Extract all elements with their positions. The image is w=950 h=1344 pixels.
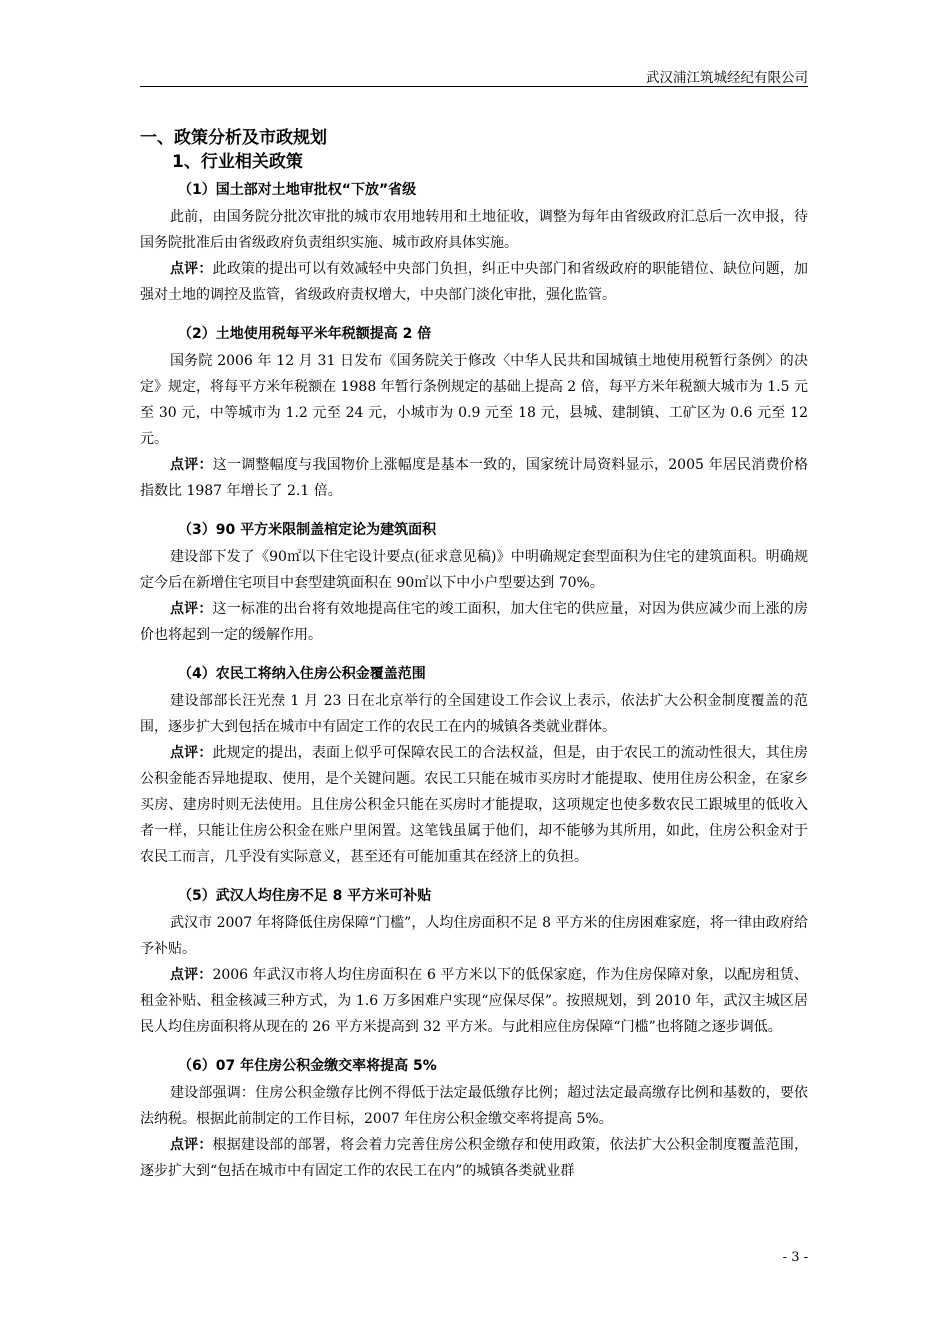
comment-text: 2006 年武汉市将人均住房面积在 6 平方米以下的低保家庭，作为住房保障对象，以配房租赁、租金补贴、租金核减三种方式，为 1.6 万多困难户实现“应保尽保”。按照规划，到 2010 年，武汉主城区居民人均住房面积将从现在的 26 平方米提高到 32 平方米。与此相应住房保障“门槛”也将随之逐步调低。 (140, 967, 809, 1035)
policy-section-5 (140, 884, 808, 1040)
comment-label: 点评： (170, 745, 213, 761)
policy-body: 武汉市 2007 年将降低住房保障“门槛”，人均住房面积不足 8 平方米的住房困难家庭，将一律由政府给予补贴。 (140, 915, 808, 957)
section-heading: 1、行业相关政策 (172, 152, 303, 172)
policy-comment (140, 256, 808, 308)
policy-body: 此前，由国务院分批次审批的城市农用地转用和土地征收，调整为每年由省级政府汇总后一次申报，待国务院批准后由省级政府负责组织实施、城市政府具体实施。 (140, 209, 808, 251)
policy-title: （6）07 年住房公积金缴交率将提高 5% (178, 1058, 437, 1074)
policy-body: 建设部下发了《90㎡以下住宅设计要点(征求意见稿)》中明确规定套型面积为住宅的建筑面积。明确规定今后在新增住宅项目中套型建筑面积在 90㎡以下中小户型要达到 70%。 (140, 549, 808, 591)
policy-body: 建设部部长汪光焘 1 月 23 日在北京举行的全国建设工作会议上表示，依法扩大公积金制度覆盖的范围，逐步扩大到包括在城市中有固定工作的农民工在内的城镇各类就业群体。 (140, 693, 808, 735)
page-number: - 3 - (782, 1250, 808, 1265)
policy-section-3 (140, 518, 808, 648)
comment-text: 此政策的提出可以有效减轻中央部门负担，纠正中央部门和省级政府的职能错位、缺位问题，加强对土地的调控及监管，省级政府责权增大，中央部门淡化审批，强化监管。 (140, 261, 808, 303)
policy-comment (140, 596, 808, 648)
policy-title: （5）武汉人均住房不足 8 平方米可补贴 (178, 888, 432, 904)
comment-label: 点评： (170, 1137, 213, 1153)
policy-comment (140, 740, 808, 870)
policy-title: （4）农民工将纳入住房公积金覆盖范围 (178, 666, 426, 682)
comment-text: 这一调整幅度与我国物价上涨幅度是基本一致的，国家统计局资料显示，2005 年居民消费价格指数比 1987 年增长了 2.1 倍。 (140, 457, 809, 499)
header-company-name: 武汉浦江筑城经纪有限公司 (646, 70, 808, 86)
policy-comment (140, 962, 808, 1040)
document-body (140, 126, 808, 1198)
policy-section-2 (140, 322, 808, 504)
chapter-heading: 一、政策分析及市政规划 (140, 128, 327, 148)
policy-title: （2）土地使用税每平米年税额提高 2 倍 (178, 326, 432, 342)
policy-body: 建设部强调：住房公积金缴存比例不得低于法定最低缴存比例；超过法定最高缴存比例和基数的，要依法纳税。根据此前制定的工作目标，2007 年住房公积金缴交率将提高 5%。 (140, 1085, 808, 1127)
comment-label: 点评： (170, 457, 213, 473)
comment-label: 点评： (170, 261, 213, 277)
comment-label: 点评： (170, 967, 213, 983)
policy-body: 国务院 2006 年 12 月 31 日发布《国务院关于修改〈中华人民共和国城镇土地使用税暂行条例〉的决定》规定，将每平方米年税额在 1988 年暂行条例规定的基础上提高 2 倍，每平方米年税额大城市为 1.5 元至 30 元，中等城市为 1.2 元至 24 元，小城市为 0.9 元至 18 元，县城、建制镇、工矿区为 0.6 元至 12 元。 (140, 353, 808, 447)
comment-label: 点评： (170, 601, 213, 617)
header-divider (140, 86, 808, 87)
policy-section-6 (140, 1054, 808, 1184)
policy-comment (140, 452, 808, 504)
comment-text: 根据建设部的部署，将会着力完善住房公积金缴存和使用政策，依法扩大公积金制度覆盖范围，逐步扩大到“包括在城市中有固定工作的农民工在内”的城镇各类就业群 (140, 1137, 808, 1179)
policy-title: （1）国土部对土地审批权“下放”省级 (178, 182, 417, 198)
comment-text: 此规定的提出，表面上似乎可保障农民工的合法权益，但是，由于农民工的流动性很大，其住房公积金能否异地提取、使用，是个关键问题。农民工只能在城市买房时才能提取、使用住房公积金，在家乡买房、建房时则无法使用。且住房公积金只能在买房时才能提取，这项规定也使多数农民工跟城里的低收入者一样，只能让住房公积金在账户里闲置。这笔钱虽属于他们，却不能够为其所用，如此，住房公积金对于农民工而言，几乎没有实际意义，甚至还有可能加重其在经济上的负担。 (140, 745, 808, 865)
policy-section-1 (140, 178, 808, 308)
comment-text: 这一标准的出台将有效地提高住宅的竣工面积，加大住宅的供应量，对因为供应减少而上涨的房价也将起到一定的缓解作用。 (140, 601, 808, 643)
policy-section-4 (140, 662, 808, 870)
policy-title: （3）90 平方米限制盖棺定论为建筑面积 (178, 522, 437, 538)
policy-comment (140, 1132, 808, 1184)
